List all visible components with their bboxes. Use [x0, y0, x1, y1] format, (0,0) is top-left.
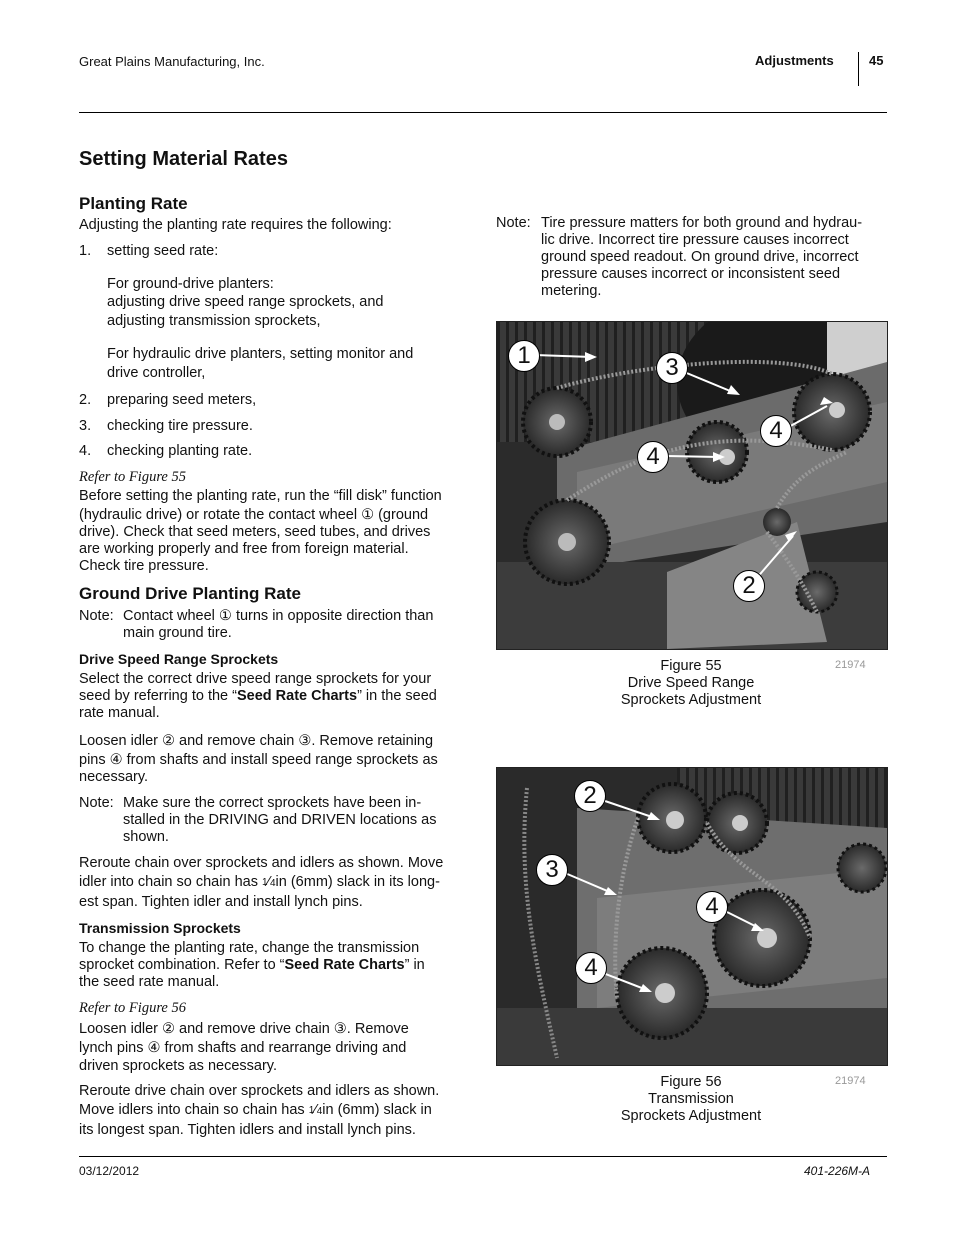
figure-55-caption-line: Drive Speed Range [627, 675, 755, 691]
note-line: Contact wheel ① turns in opposite direction than [123, 608, 434, 624]
note-line: metering. [541, 283, 602, 299]
note-line: main ground tire. [123, 625, 232, 641]
body-line: are working properly and free from foreign material. [79, 541, 409, 557]
footer-date: 03/12/2012 [79, 1164, 140, 1178]
callout-4: 4 [575, 952, 607, 984]
step-number: 4. [79, 443, 92, 459]
ground-drive-line: adjusting drive speed range sprockets, and [107, 294, 384, 310]
header-section: Adjustments [755, 53, 834, 68]
body-line: Reroute chain over sprockets and idlers as shown. Move [79, 855, 444, 871]
figure-55-code: 21974 [835, 659, 866, 671]
note-line: Make sure the correct sprockets have been in- [123, 795, 422, 811]
header-divider [858, 52, 859, 86]
body-line: idler into chain so chain has $^1$⁄4in (6mm) slack in its long- [79, 874, 440, 890]
callout-4: 4 [696, 891, 728, 923]
note-label: Note: [496, 215, 531, 231]
callout-3: 3 [536, 854, 568, 886]
footer-doc-number: 401-226M-A [804, 1164, 871, 1178]
callout-2: 2 [574, 780, 606, 812]
figure-56-caption-line: Sprockets Adjustment [620, 1108, 762, 1124]
body-line: Loosen idler ② and remove drive chain ③. Remove [79, 1021, 409, 1037]
body-line: the seed rate manual. [79, 974, 220, 990]
body-line: Loosen idler ② and remove chain ③. Remove retaining [79, 733, 434, 749]
figure-56-code: 21974 [835, 1075, 866, 1087]
callout-2: 2 [733, 570, 765, 602]
figure-55-caption-line: Sprockets Adjustment [620, 692, 762, 708]
note-line: pressure causes incorrect or inconsistent seed [541, 266, 841, 282]
figure-reference: Refer to Figure 55 [79, 469, 186, 485]
ground-drive-heading: Ground Drive Planting Rate [79, 584, 301, 603]
figure-55-photo [496, 321, 888, 650]
note-line: lic drive. Incorrect tire pressure causes incorrect [541, 232, 849, 248]
body-line: Reroute drive chain over sprockets and idlers as shown. [79, 1083, 440, 1099]
body-line: sprocket combination. Refer to “Seed Rate Charts” in [79, 957, 425, 973]
body-line: pins ④ from shafts and install speed range sprockets as [79, 752, 438, 768]
transmission-heading: Transmission Sprockets [79, 920, 241, 936]
callout-4: 4 [637, 441, 669, 473]
step-text: checking tire pressure. [107, 418, 253, 434]
figure-56-photo [496, 767, 888, 1066]
note-line: Tire pressure matters for both ground and hydrau- [541, 215, 863, 231]
callout-3: 3 [656, 352, 688, 384]
header-rule [79, 112, 887, 113]
ground-drive-line: adjusting transmission sprockets, [107, 313, 321, 329]
body-line: its longest span. Tighten idlers and install lynch pins. [79, 1122, 416, 1138]
body-line: Select the correct drive speed range sprockets for your [79, 671, 432, 687]
planting-rate-intro: Adjusting the planting rate requires the following: [79, 217, 392, 233]
body-line: To change the planting rate, change the transmission [79, 940, 420, 956]
page-title: Setting Material Rates [79, 148, 288, 170]
body-line: est span. Tighten idler and install lynch pins. [79, 894, 363, 910]
note-line: stalled in the DRIVING and DRIVEN locations as [123, 812, 437, 828]
step-number: 3. [79, 418, 92, 434]
step-number: 2. [79, 392, 92, 408]
body-line: Before setting the planting rate, run the “fill disk” function [79, 488, 442, 504]
callout-4: 4 [760, 415, 792, 447]
figure-55-caption-title: Figure 55 [660, 658, 722, 674]
body-line: rate manual. [79, 705, 160, 721]
note-label: Note: [79, 608, 114, 624]
step-text: preparing seed meters, [107, 392, 257, 408]
figure-reference: Refer to Figure 56 [79, 1000, 186, 1016]
figure-56-caption-title: Figure 56 [660, 1074, 722, 1090]
body-line: necessary. [79, 769, 149, 785]
note-line: ground speed readout. On ground drive, incorrect [541, 249, 859, 265]
note-label: Note: [79, 795, 114, 811]
body-line: drive). Check that seed meters, seed tubes, and drives [79, 524, 431, 540]
body-line: seed by referring to the “Seed Rate Charts” in the seed [79, 688, 437, 704]
drive-speed-heading: Drive Speed Range Sprockets [79, 651, 279, 667]
body-line: Check tire pressure. [79, 558, 209, 574]
body-line: lynch pins ④ from shafts and rearrange driving and [79, 1040, 407, 1056]
hydraulic-line: drive controller, [107, 365, 206, 381]
planting-rate-heading: Planting Rate [79, 194, 188, 213]
step-text: checking planting rate. [107, 443, 253, 459]
body-line: Move idlers into chain so chain has $^1$⁄4in (6mm) slack in [79, 1102, 432, 1118]
footer-rule [79, 1156, 887, 1157]
callout-1: 1 [508, 340, 540, 372]
header-company: Great Plains Manufacturing, Inc. [79, 54, 265, 69]
hydraulic-line: For hydraulic drive planters, setting monitor and [107, 346, 414, 362]
note-line: shown. [123, 829, 169, 845]
body-line: (hydraulic drive) or rotate the contact wheel ① (ground [79, 507, 429, 523]
page-number: 45 [869, 53, 884, 68]
step-text: setting seed rate: [107, 243, 219, 259]
ground-drive-line: For ground-drive planters: [107, 276, 274, 292]
figure-56-caption-line: Transmission [648, 1091, 734, 1107]
step-number: 1. [79, 243, 92, 259]
body-line: driven sprockets as necessary. [79, 1058, 277, 1074]
